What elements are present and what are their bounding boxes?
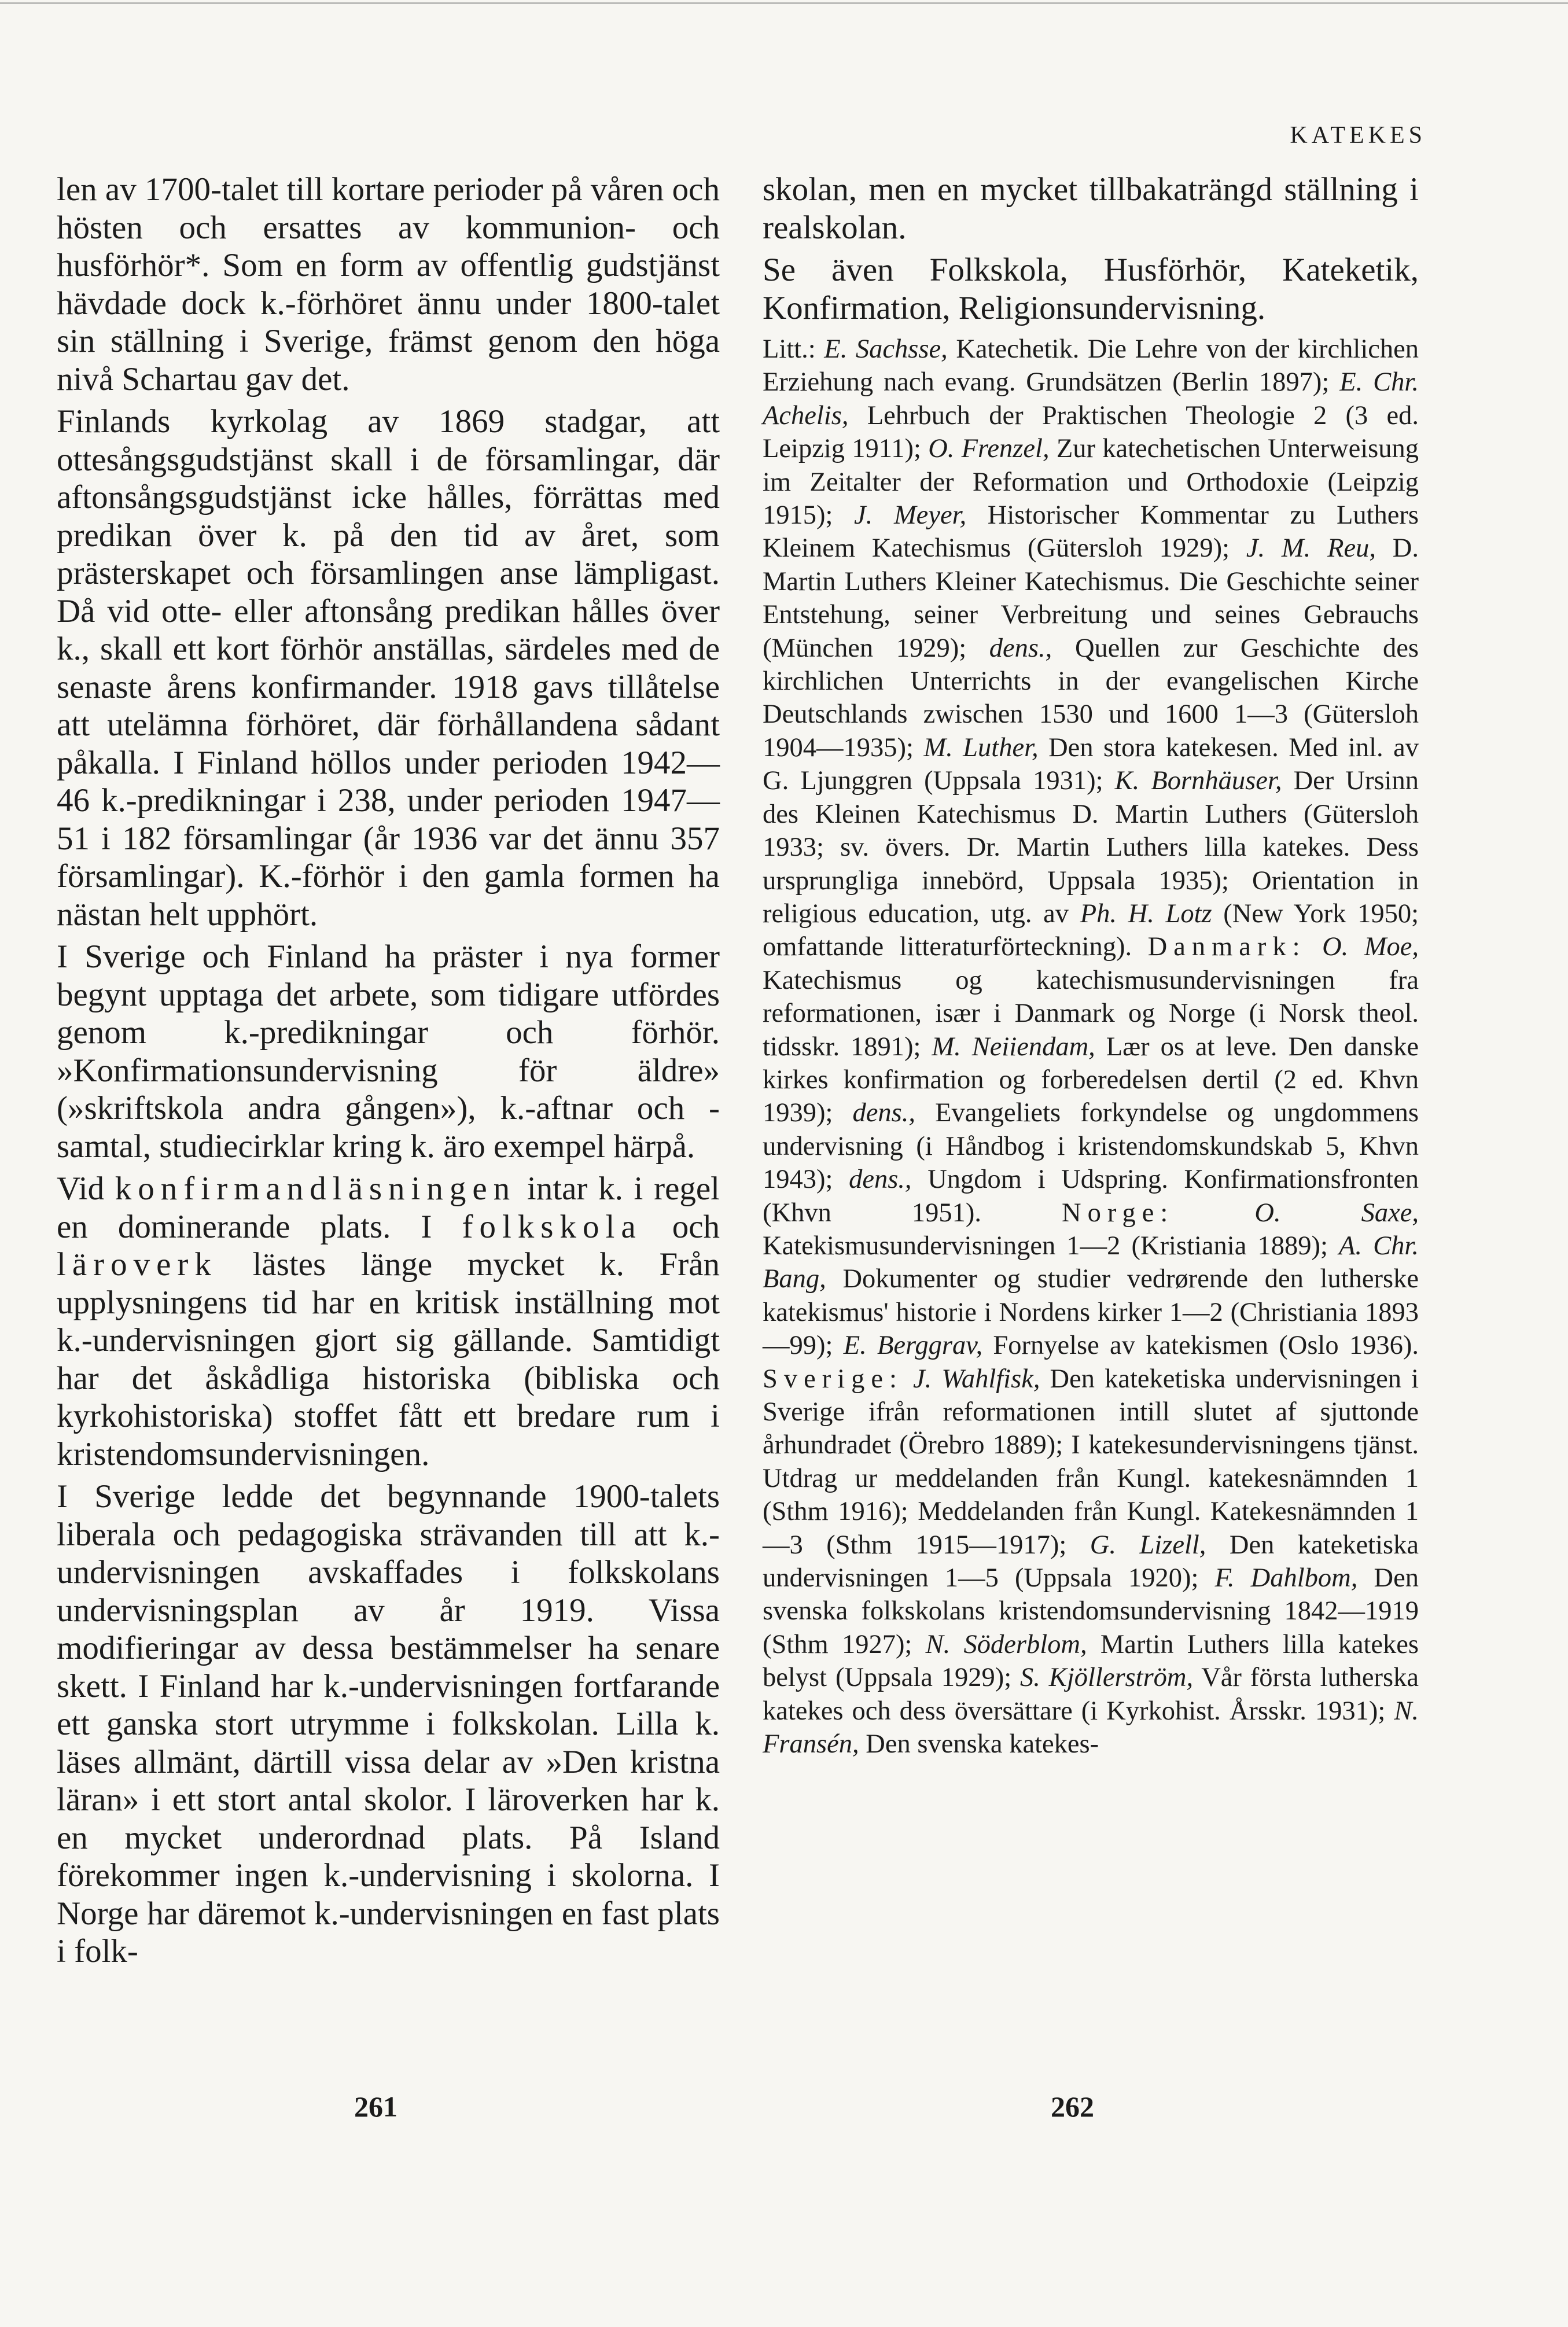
literature-author: N. Fransén, — [763, 1696, 1419, 1759]
term-laroverk: läroverk — [57, 1246, 218, 1283]
p4-mid2: och — [672, 1208, 720, 1245]
left-paragraph-1: len av 1700-talet till kortare perioder på våren och hösten och ersattes av kommunion- och husförhör*. Som en form av offentlig gudstjänst hävdade dock k.-förhöret ännu under 1800-talet sin ställning i Sverige, främst genom den höga nivå Schartau gav det. — [57, 171, 720, 397]
literature-country-heading: Norge: — [1062, 1198, 1175, 1228]
literature-entry-text — [903, 1364, 913, 1394]
literature-label: Litt.: — [763, 334, 816, 364]
right-paragraph-see-also: Se även Folkskola, Husförhör, Kateketik, Konfirmation, Religionsundervisning. — [763, 252, 1419, 326]
term-konfirmandlasningen: konfirmandläsningen — [115, 1170, 517, 1207]
left-paragraph-2: Finlands kyrkolag av 1869 stadgar, att ottesångsgudstjänst skall i de församlingar, där aftonsångsgudstjänst icke hålles, förrättas med predikan över k. på den tid av året, som prästerskapet och församlingen anse lämpligast. Då vid otte- eller aftonsång predikan hålles över k., skall ett kort förhör anställas, särdeles med de senaste årens konfirmander. 1918 gavs tillåtelse att utelämna förhöret, där förhållandena sådant påkalla. I Finland höllos under perioden 1942—46 k.-predikningar i 238, under perioden 1947—51 i 182 församlingar (år 1936 var det ännu 357 församlingar). K.-förhör i den gamla formen ha nästan helt upphört. — [57, 403, 720, 933]
literature-entry-text — [1306, 932, 1322, 962]
right-column — [763, 171, 1419, 1761]
literature-entry-text: Vår första lutherska katekes och dess översättare (i Kyrkohist. Årsskr. 1931); — [763, 1663, 1419, 1726]
p4-mid1: intar k. i regel en dominerande plats. I — [57, 1170, 720, 1245]
right-paragraph-1: skolan, men en mycket tillbakaträngd ställning i realskolan. — [763, 171, 1419, 246]
literature-entry-text: Den kateketiska undervisningen 1—5 (Uppsala 1920); — [763, 1530, 1419, 1593]
literature-author: K. Bornhäuser, — [1114, 766, 1282, 796]
literature-country-heading: Danmark: — [1147, 932, 1306, 962]
top-edge-rule — [0, 2, 1568, 4]
literature-author: F. Dahlbom, — [1214, 1563, 1358, 1593]
literature-author: dens., — [849, 1165, 912, 1195]
literature-author: Ph. H. Lotz — [1080, 899, 1212, 929]
literature-entry-text: Fornyelse av katekismen (Oslo 1936). — [982, 1331, 1419, 1361]
literature-entry-text: Lær os at leve. Den danske kirkes konfirmation og forberedelsen dertil (2 ed. Khvn 1939); — [763, 1032, 1419, 1128]
page-number-right: 262 — [1051, 2090, 1094, 2123]
literature-entry-text: Katechismus og katechismusundervisningen fra reformationen, især i Danmark og Norge (i Norsk theol. tidsskr. 1891); — [763, 965, 1419, 1062]
literature-list — [763, 333, 1419, 1761]
literature-entry-text: Quellen zur Geschichte des kirchlichen Unterrichts in der evangelischen Kirche Deutschlands zwischen 1530 und 1600 1—3 (Gütersloh 1904—1935); — [763, 633, 1419, 763]
literature-author: J. Meyer, — [854, 500, 967, 531]
literature-author: E. Chr. Achelis, — [763, 367, 1419, 430]
literature-entry-text — [1174, 1198, 1254, 1228]
literature-entry-text: Den svenska katekes- — [859, 1729, 1099, 1759]
literature-author: N. Söderblom, — [925, 1629, 1087, 1659]
p4-end: lästes länge mycket k. Från upplysningens tid har en kritisk inställning mot k.-undervisningen gjort sig gällande. Samtidigt har det åskådliga historiska (bibliska och kyrkohistoriska) stoffet fått ett bredare rum i kristendomsundervisningen. — [57, 1246, 720, 1472]
literature-author: J. M. Reu, — [1246, 533, 1376, 564]
running-header: KATEKES — [1290, 122, 1426, 149]
term-folkskola: folkskola — [462, 1208, 642, 1245]
literature-country-heading: Sverige: — [763, 1364, 903, 1394]
literature-entry-text: (New York 1950; omfattande litteraturförteckning). — [763, 899, 1419, 962]
literature-entry-text: Den kateketiska undervisningen i Sverige ifrån reformationen intill slutet af sjuttonde århundradet (Örebro 1889); I katekesundervisningens tjänst. Utdrag ur meddelanden från Kungl. katekesnämnden 1 (Sthm 1916); Meddelanden från Kungl. Katekesnämnden 1—3 (Sthm 1915—1917); — [763, 1364, 1419, 1560]
literature-author: O. Moe, — [1322, 932, 1419, 962]
literature-entry-text: Den svenska folkskolans kristendomsundervisning 1842—1919 (Sthm 1927); — [763, 1563, 1419, 1659]
literature-entry-text: Katechetik. Die Lehre von der kirchlichen Erziehung nach evang. Grundsätzen (Berlin 1897); — [763, 334, 1419, 397]
literature-entry-text: Zur katechetischen Unterweisung im Zeitalter der Reformation und Orthodoxie (Leipzig 1915); — [763, 434, 1419, 531]
literature-entry-text: Ungdom i Udspring. Konfirmationsfronten (Khvn 1951). — [763, 1165, 1419, 1228]
literature-author: dens., — [852, 1098, 916, 1128]
literature-author: E. Berggrav, — [843, 1331, 983, 1361]
left-paragraph-4 — [57, 1170, 720, 1473]
literature-author: O. Saxe, — [1254, 1198, 1419, 1228]
literature-entry-text: Katekismusundervisningen 1—2 (Kristiania 1889); — [763, 1231, 1339, 1261]
literature-author: S. Kjöllerström, — [1020, 1663, 1194, 1693]
left-column — [57, 171, 720, 1971]
literature-entry-text: D. Martin Luthers Kleiner Katechismus. Die Geschichte seiner Entstehung, seiner Verbreitung und seines Gebrauchs (München 1929); — [763, 533, 1419, 663]
literature-author: A. Chr. Bang, — [763, 1231, 1419, 1294]
literature-author: J. Wahlfisk, — [913, 1364, 1040, 1394]
literature-entry-text: Der Ursinn des Kleinen Katechismus D. Martin Luthers (Gütersloh 1933; sv. övers. Dr. Martin Luthers lilla katekes. Dess ursprungliga innebörd, Uppsala 1935); Orientation in religious education, utg. av — [763, 766, 1419, 929]
literature-entry-text: Historischer Kommentar zu Luthers Kleinem Katechismus (Gütersloh 1929); — [763, 500, 1419, 564]
literature-entry-text: Evangeliets forkyndelse og ungdommens undervisning (i Håndbog i kristendomskundskab 5, Khvn 1943); — [763, 1098, 1419, 1195]
literature-author: E. Sachsse, — [824, 334, 948, 364]
literature-author: dens., — [989, 633, 1052, 663]
p4-start: Vid — [57, 1170, 105, 1207]
literature-author: O. Frenzel, — [928, 434, 1050, 464]
literature-author: M. Neiiendam, — [932, 1032, 1095, 1062]
literature-entry-text: Martin Luthers lilla katekes belyst (Uppsala 1929); — [763, 1629, 1419, 1693]
literature-entry-text: Den stora katekesen. Med inl. av G. Ljunggren (Uppsala 1931); — [763, 732, 1419, 796]
left-paragraph-5: I Sverige ledde det begynnande 1900-talets liberala och pedagogiska strävanden till att k.-undervisningen avskaffades i folkskolans undervisningsplan av år 1919. Vissa modifieringar av dessa bestämmelser ha senare skett. I Finland har k.-undervisningen fortfarande ett ganska stort utrymme i folkskolan. Lilla k. läses allmänt, därtill vissa delar av »Den kristna läran» i ett stort antal skolor. I läroverken har k. en mycket underordnad plats. På Island förekommer ingen k.-undervisning i skolorna. I Norge har däremot k.-undervisningen en fast plats i folk- — [57, 1478, 720, 1969]
literature-author: M. Luther, — [923, 732, 1039, 763]
literature-entry-text: Dokumenter og studier vedrørende den lutherske katekismus' historie i Nordens kirker 1—2 (Christiania 1893—99); — [763, 1264, 1419, 1361]
literature-author: G. Lizell, — [1089, 1530, 1206, 1560]
literature-entry-text: Lehrbuch der Praktischen Theologie 2 (3 ed. Leipzig 1911); — [763, 400, 1419, 464]
left-paragraph-3: I Sverige och Finland ha präster i nya former begynt upptaga det arbete, som tidigare utfördes genom k.-predikningar och förhör. »Konfirmationsundervisning för äldre» (»skriftskola andra gången»), k.-aftnar och -samtal, studiecirklar kring k. äro exempel härpå. — [57, 938, 720, 1165]
page-number-left: 261 — [354, 2090, 397, 2123]
